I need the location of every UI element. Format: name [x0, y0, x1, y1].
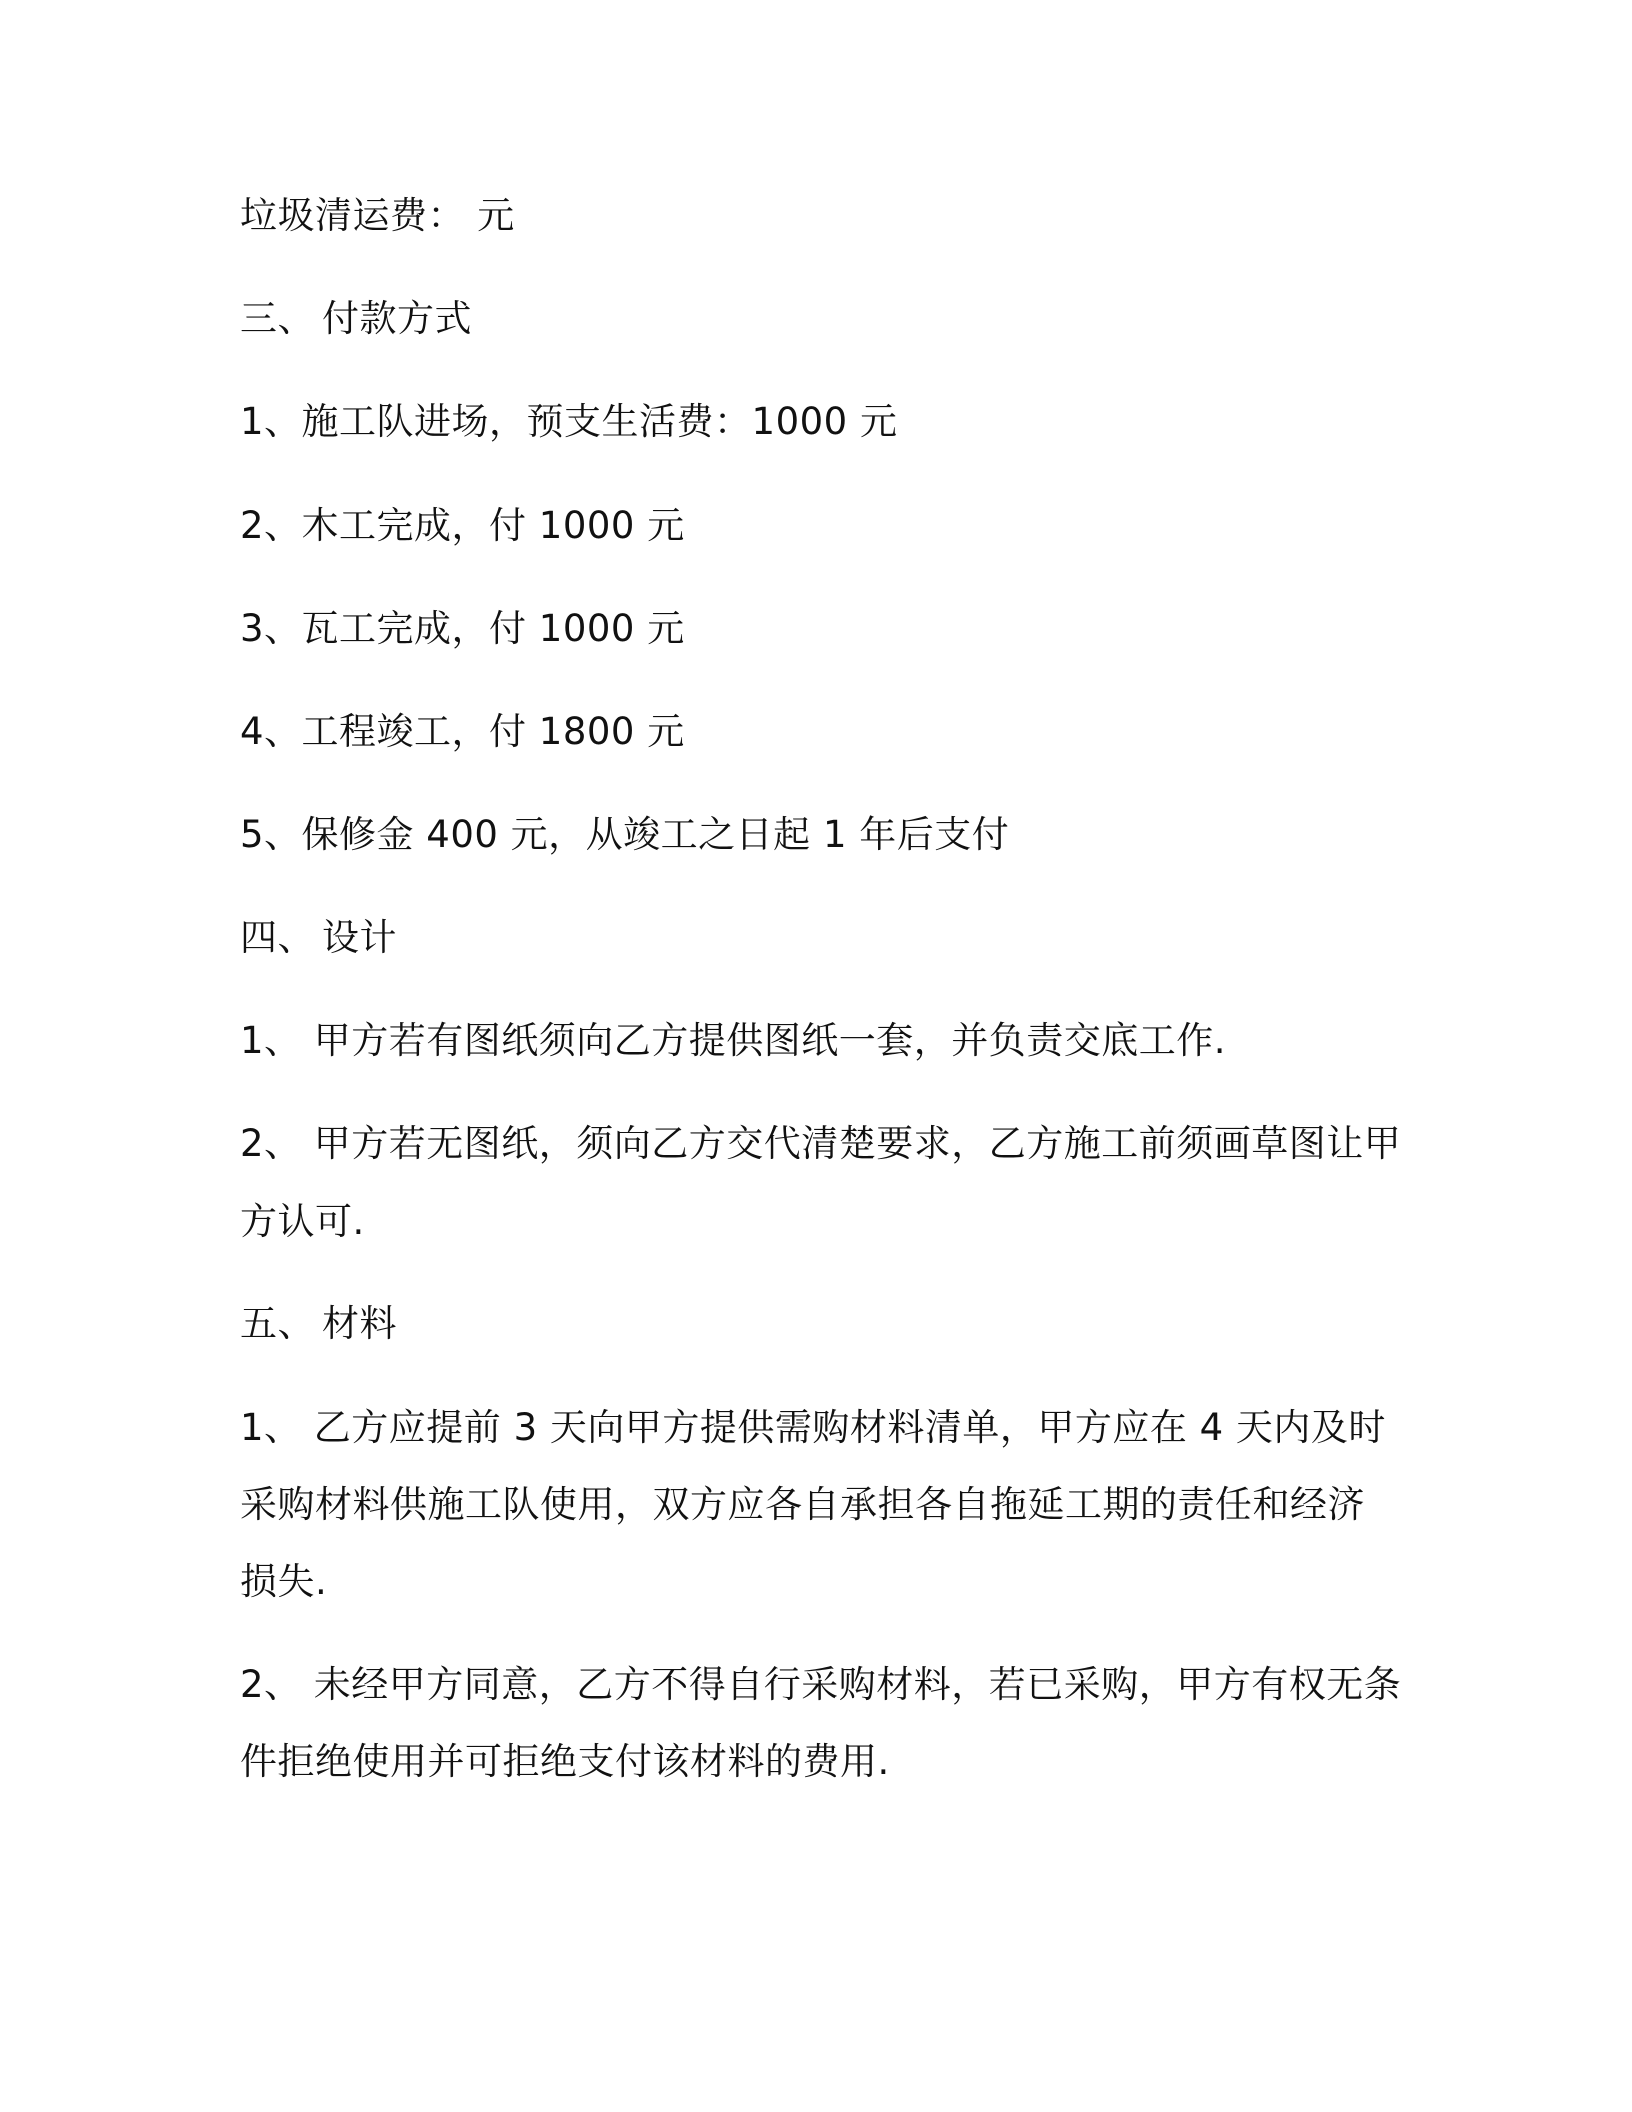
material-item-2-line-2: 件拒绝使用并可拒绝支付该材料的费用. — [240, 1740, 890, 1783]
design-item-2-line-1: 2、 甲方若无图纸，须向乙方交代清楚要求，乙方施工前须画草图让甲 — [240, 1122, 1402, 1165]
payment-item-3: 3、瓦工完成，付 1000 元 — [240, 607, 685, 650]
material-item-1-line-1: 1、 乙方应提前 3 天向甲方提供需购材料清单，甲方应在 4 天内及时 — [240, 1406, 1386, 1449]
payment-item-4: 4、工程竣工，付 1800 元 — [240, 710, 685, 753]
design-item-1: 1、 甲方若有图纸须向乙方提供图纸一套，并负责交底工作. — [240, 1019, 1227, 1062]
section-3-number: 三、 — [240, 297, 315, 340]
section-3-heading — [240, 295, 1400, 343]
payment-item-1: 1、施工队进场，预支生活费：1000 元 — [240, 400, 898, 443]
payment-item-5: 5、保修金 400 元，从竣工之日起 1 年后支付 — [240, 813, 1010, 856]
material-item-1-line-3: 损失. — [240, 1560, 328, 1603]
section-5-heading — [240, 1300, 1400, 1348]
section-3-title: 付款方式 — [322, 297, 472, 340]
section-4-title: 设计 — [322, 916, 397, 959]
garbage-fee-line: 垃圾清运费： 元 — [240, 194, 515, 237]
design-item-2-line-2: 方认可. — [240, 1200, 365, 1243]
section-4-heading — [240, 914, 1400, 962]
material-item-1-line-2: 采购材料供施工队使用，双方应各自承担各自拖延工期的责任和经济 — [240, 1483, 1365, 1526]
section-4-number: 四、 — [240, 916, 315, 959]
payment-item-2: 2、木工完成，付 1000 元 — [240, 504, 685, 547]
section-5-title: 材料 — [322, 1302, 397, 1345]
material-item-2-line-1: 2、 未经甲方同意，乙方不得自行采购材料，若已采购，甲方有权无条 — [240, 1663, 1402, 1706]
section-5-number: 五、 — [240, 1302, 315, 1345]
